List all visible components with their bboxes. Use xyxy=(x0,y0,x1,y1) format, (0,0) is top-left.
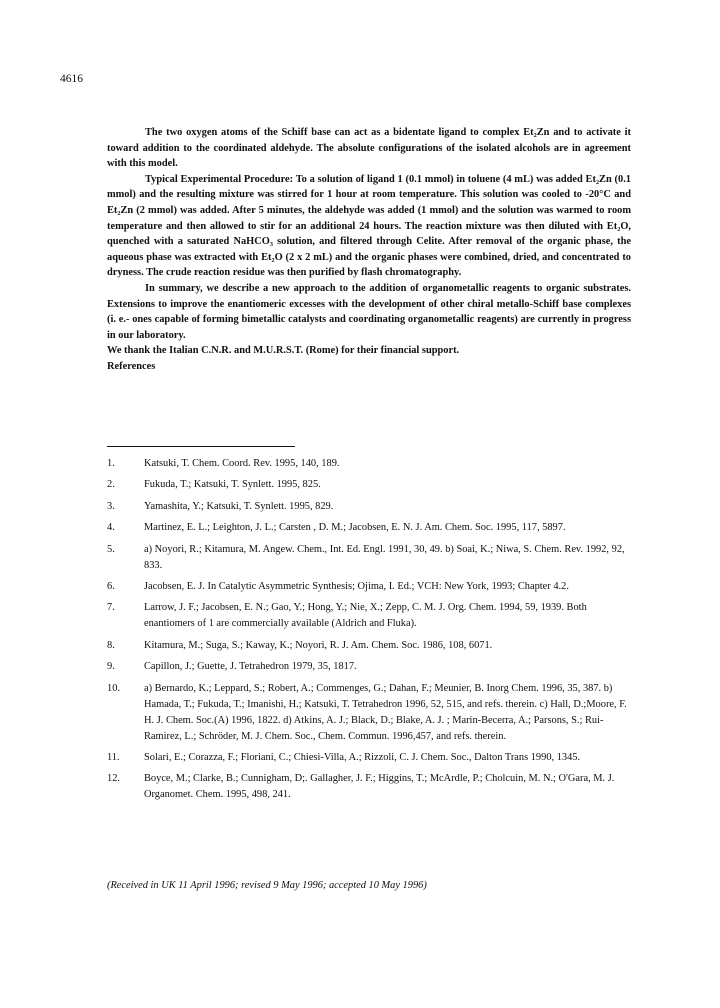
reference-text: Yamashita, Y.; Katsuki, T. Synlett. 1995, 829. xyxy=(144,500,334,512)
references-heading: References xyxy=(107,360,156,372)
reference-item xyxy=(107,638,635,654)
reference-number: 10. xyxy=(107,682,120,694)
reference-item xyxy=(107,499,635,515)
reference-item xyxy=(107,750,635,766)
paragraph-summary: In summary, we describe a new approach to the addition of organometallic reagents to organic substrates. Extensions to improve the enantiomeric excesses with the development of other chiral metallo-Schiff base complexes (i. e.- ones capable of forming bimetallic catalysts and coordinating organometallic reagents) are currently in progress in our laboratory. xyxy=(107,282,631,341)
experimental-text: To a solution of ligand 1 (0.1 mmol) in toluene (4 mL) was added Et₂Zn (0.1 mmol) and the resulting mixture was stirred for 1 hour at room temperature. This solution was cooled to -20°C and Et₂Zn (2 mmol) was added. After 5 minutes, the aldehyde was added (1 mmol) and the solution was warmed to room temperature and then allowed to stir for an additional 24 hours. The reaction mixture was then diluted with Et₂O, quenched with a saturated NaHCO₃ solution, and filtered through Celite. After removal of the organic phase, the aqueous phase was extracted with Et₂O (2 x 2 mL) and the organic phases were combined, dried, and concentrated to dryness. The crude reaction residue was then purified by flash chromatography. xyxy=(107,173,631,279)
reference-item xyxy=(107,520,635,536)
reference-item xyxy=(107,771,635,803)
reference-item xyxy=(107,659,635,675)
reference-number: 8. xyxy=(107,639,115,651)
reference-item xyxy=(107,681,635,745)
acknowledgement: We thank the Italian C.N.R. and M.U.R.S.T. (Rome) for their financial support. xyxy=(107,345,460,357)
references-list xyxy=(107,456,635,809)
reference-number: 1. xyxy=(107,458,115,469)
reference-number: 11. xyxy=(107,751,120,763)
reference-text: Boyce, M.; Clarke, B.; Cunnigham, D;. Gallagher, J. F.; Higgins, T.; McArdle, P.; Cholcuin, M. N.; O'Gara, M. J. Organomet. Chem. 1995, 498, 241. xyxy=(144,773,615,801)
reference-item xyxy=(107,477,635,493)
reference-text: Katsuki, T. Chem. Coord. Rev. 1995, 140, 189. xyxy=(144,458,340,469)
references-rule xyxy=(107,446,295,447)
paragraph-schiff-base: The two oxygen atoms of the Schiff base can act as a bidentate ligand to complex Et₂Zn and to activate it toward addition to the coordinated aldehyde. The absolute configurations of the isolated alcohols are in agreement with this model. xyxy=(107,127,631,170)
reference-text: Fukuda, T.; Katsuki, T. Synlett. 1995, 825. xyxy=(144,479,321,491)
reference-number: 3. xyxy=(107,500,115,512)
reference-number: 9. xyxy=(107,661,115,673)
body-text xyxy=(107,125,631,375)
reference-text: Jacobsen, E. J. In Catalytic Asymmetric Synthesis; Ojima, I. Ed.; VCH: New York, 1993; Chapter 4.2. xyxy=(144,580,569,592)
reference-text: a) Noyori, R.; Kitamura, M. Angew. Chem., Int. Ed. Engl. 1991, 30, 49. b) Soai, K.; Niwa, S. Chem. Rev. 1992, 92, 833. xyxy=(144,543,625,571)
reference-item xyxy=(107,542,635,574)
reference-text: a) Bernardo, K.; Leppard, S.; Robert, A.; Commenges, G.; Dahan, F.; Meunier, B. Inorg Chem. 1996, 35, 387. b) Hamada, T.; Fukuda, T.; Imanishi, H.; Katsuki, T. Tetrahedron 1996, 52, 515, and refs. therein. c) Hall, D.;Moore, F. H. J. Chem. Soc.(A) 1996, 1822. d) Atkins, A. J.; Black, D.; Blake, A. J. ; Marin-Becerra, A.; Parsons, S.; Rui-Ramirez, L.; Schröder, M. J. Chem. Soc., Chem. Commun. 1996,457, and refs. therein. xyxy=(144,682,627,742)
reference-text: Capillon, J.; Guette, J. Tetrahedron 1979, 35, 1817. xyxy=(144,661,357,673)
reference-number: 12. xyxy=(107,773,120,785)
reference-text: Kitamura, M.; Suga, S.; Kaway, K.; Noyori, R. J. Am. Chem. Soc. 1986, 108, 6071. xyxy=(144,639,493,651)
reference-text: Solari, E.; Corazza, F.; Floriani, C.; Chiesi-Villa, A.; Rizzoli, C. J. Chem. Soc., Dalton Trans 1990, 1345. xyxy=(144,751,581,763)
reference-number: 2. xyxy=(107,479,115,491)
paragraph-experimental xyxy=(107,172,631,281)
reference-number: 4. xyxy=(107,522,115,534)
reference-item xyxy=(107,456,635,472)
received-line: (Received in UK 11 April 1996; revised 9 May 1996; accepted 10 May 1996) xyxy=(107,880,427,891)
reference-number: 7. xyxy=(107,602,115,614)
reference-number: 5. xyxy=(107,543,115,555)
reference-number: 6. xyxy=(107,580,115,592)
page-number: 4616 xyxy=(60,73,83,85)
reference-text: Larrow, J. F.; Jacobsen, E. N.; Gao, Y.; Hong, Y.; Nie, X.; Zepp, C. M. J. Org. Chem. 1994, 59, 1939. Both enantiomers of 1 are commercially available (Aldrich and Fluka). xyxy=(144,602,587,630)
experimental-heading: Typical Experimental Procedure: xyxy=(145,173,294,185)
reference-text: Martinez, E. L.; Leighton, J. L.; Carsten , D. M.; Jacobsen, E. N. J. Am. Chem. Soc. 1995, 117, 5897. xyxy=(144,522,566,534)
reference-item xyxy=(107,600,635,632)
reference-item xyxy=(107,579,635,595)
